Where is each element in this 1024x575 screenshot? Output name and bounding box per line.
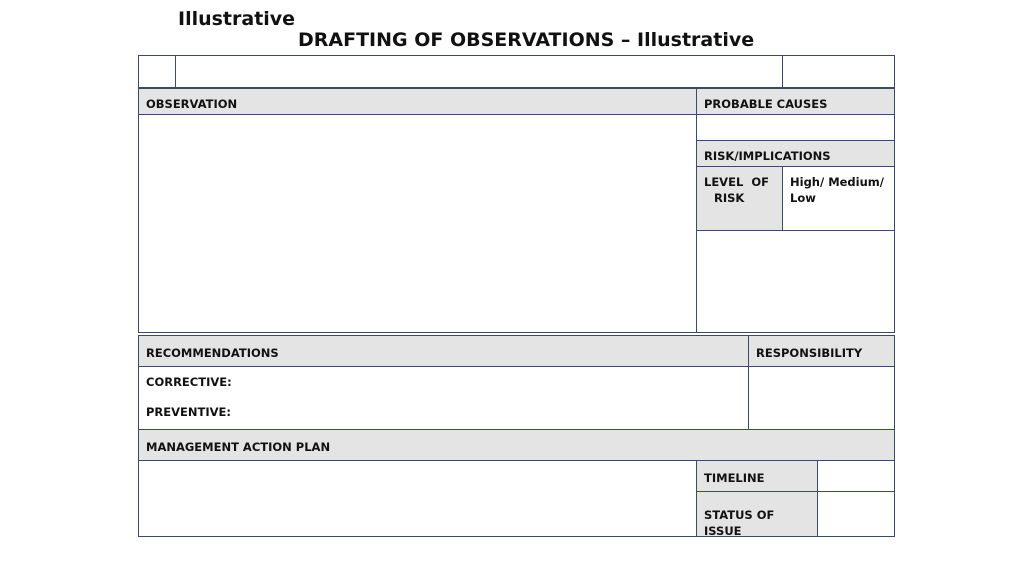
management-action-plan-body[interactable] (138, 460, 697, 537)
risk-options-cell[interactable] (782, 166, 895, 231)
status-of-issue-cell (696, 491, 818, 537)
probable-causes-body[interactable] (696, 114, 895, 141)
responsibility-body[interactable] (748, 366, 895, 430)
page-title: DRAFTING OF OBSERVATIONS – Illustrative (298, 29, 755, 51)
observation-body[interactable] (138, 114, 697, 333)
responsibility-header (748, 335, 895, 367)
level-of-risk-cell (696, 166, 783, 231)
recommendations-header (138, 335, 749, 367)
timeline-cell (696, 460, 818, 492)
level-of-risk-line1 (704, 174, 775, 190)
level-word: LEVEL (704, 175, 744, 189)
preventive-label: PREVENTIVE: (146, 405, 231, 419)
risk-implications-label: RISK/IMPLICATIONS (704, 149, 831, 163)
status-of-issue-label: STATUS OF ISSUE (704, 508, 775, 538)
risk-word: RISK (714, 191, 745, 205)
observation-label: OBSERVATION (146, 97, 238, 111)
risk-implications-header (696, 140, 895, 167)
recommendations-label: RECOMMENDATIONS (146, 346, 279, 360)
timeline-label: TIMELINE (704, 471, 765, 485)
observation-header (138, 88, 697, 115)
probable-causes-label: PROBABLE CAUSES (704, 97, 828, 111)
header-box-left[interactable] (138, 55, 176, 88)
management-action-plan-label: MANAGEMENT ACTION PLAN (146, 440, 331, 454)
probable-causes-header (696, 88, 895, 115)
corner-label: Illustrative (178, 8, 296, 30)
corrective-label: CORRECTIVE: (146, 375, 232, 389)
header-box-middle[interactable] (175, 55, 783, 88)
risk-options-text: High/ Medium/ Low (790, 175, 884, 205)
recommendations-body[interactable] (138, 366, 749, 430)
timeline-value[interactable] (817, 460, 895, 492)
status-of-issue-value[interactable] (817, 491, 895, 537)
of-word: OF (751, 175, 769, 189)
risk-implications-body[interactable] (696, 230, 895, 333)
management-action-plan-header (138, 429, 895, 461)
header-box-right[interactable] (782, 55, 895, 88)
responsibility-label: RESPONSIBILITY (756, 346, 863, 360)
